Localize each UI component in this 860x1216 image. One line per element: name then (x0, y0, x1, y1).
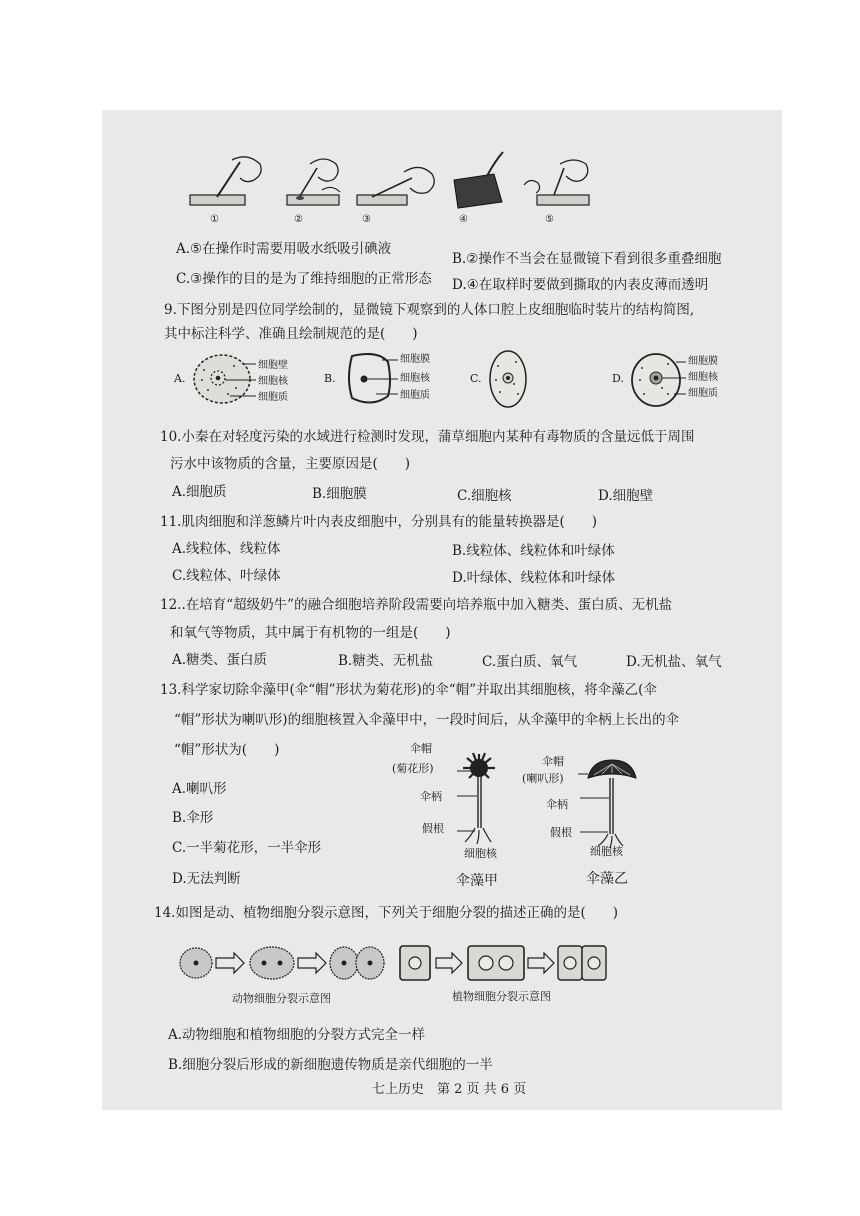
q9-diagram-d-letter: D. (612, 372, 624, 385)
step3-spread-icon (357, 167, 434, 205)
exam-page (102, 110, 782, 1110)
q11-option-a: A.线粒体、线粒体 (172, 541, 281, 557)
q11-option-c: C.线粒体、叶绿体 (172, 568, 281, 584)
q13-acetabularia-left (447, 746, 507, 846)
step-num-5: ⑤ (545, 214, 554, 225)
q13-right-stalk-label: 伞柄 (546, 798, 568, 811)
q13-left-cap-shape: (菊花形) (392, 762, 434, 775)
q13-right-nucleus-label: 细胞核 (590, 845, 623, 858)
step1-slide-drop-icon (190, 157, 261, 205)
page-footer: 七上历史 第 2 页 共 6 页 (372, 1082, 527, 1097)
q9-stem-line1: 9.下图分别是四位同学绘制的，显微镜下观察到的人体口腔上皮细胞临时装片的结构简图, (164, 302, 695, 318)
q12-option-a: A.糖类、蛋白质 (172, 652, 268, 668)
q13-left-stalk-label: 伞柄 (420, 790, 442, 803)
q9-a-label-2: 细胞核 (258, 376, 288, 387)
q13-stem-line1: 13.科学家切除伞藻甲(伞“帽”形状为菊花形)的伞“帽”并取出其细胞核，将伞藻乙(伞 (160, 682, 657, 698)
q9-diagram-a (190, 350, 260, 408)
q13-acetabularia-right (572, 750, 642, 850)
q13-left-rhizoid-label: 假根 (422, 822, 444, 835)
step5-stain-icon (524, 160, 589, 205)
q13-stem-line3: “帽”形状为( ) (174, 742, 280, 758)
q14-animal-caption: 动物细胞分裂示意图 (232, 992, 331, 1005)
q12-stem-line2: 和氧气等物质，其中属于有机物的一组是( ) (170, 625, 451, 641)
q9-diagram-b-letter: B. (324, 372, 336, 385)
q14-stem: 14.如图是动、植物细胞分裂示意图，下列关于细胞分裂的描述正确的是( ) (154, 905, 619, 921)
q9-d-label-3: 细胞质 (688, 388, 718, 399)
q13-option-a: A.喇叭形 (172, 781, 227, 797)
q14-option-b: B.细胞分裂后形成的新细胞遗传物质是亲代细胞的一半 (168, 1057, 493, 1073)
q13-right-rhizoid-label: 假根 (550, 826, 572, 839)
q9-d-label-2: 细胞核 (688, 372, 718, 383)
q9-a-label-1: 细胞壁 (258, 360, 288, 371)
q9-diagram-d (630, 350, 688, 410)
q14-option-a: A.动物细胞和植物细胞的分裂方式完全一样 (168, 1027, 426, 1043)
q11-stem: 11.肌肉细胞和洋葱鳞片叶内表皮细胞中，分别具有的能量转换器是( ) (160, 514, 598, 530)
q13-option-d: D.无法判断 (172, 871, 241, 887)
q10-stem-line2: 污水中该物质的含量，主要原因是( ) (170, 456, 411, 472)
q9-b-label-3: 细胞质 (400, 390, 430, 401)
q10-option-b: B.细胞膜 (312, 486, 367, 502)
q9-diagram-b (342, 350, 402, 408)
q8-option-d: D.④在取样时要做到撕取的内表皮薄而透明 (452, 277, 709, 293)
step-num-2: ② (294, 214, 303, 225)
q11-option-d: D.叶绿体、线粒体和叶绿体 (452, 570, 616, 586)
q9-diagram-c-letter: C. (470, 372, 482, 385)
q13-option-b: B.伞形 (172, 810, 214, 826)
q13-right-cap-label: 伞帽 (542, 755, 564, 768)
q10-option-a: A.细胞质 (172, 484, 227, 500)
q9-d-label-1: 细胞膜 (688, 356, 718, 367)
chrysanthemum-cap-icon (463, 753, 495, 778)
q13-right-cap-shape: (喇叭形) (522, 772, 564, 785)
q9-a-label-3: 细胞质 (258, 392, 288, 403)
step4-onion-peel-icon (454, 152, 503, 208)
q13-left-nucleus-label: 细胞核 (464, 847, 497, 860)
q12-option-c: C.蛋白质、氧气 (482, 654, 578, 670)
step2-tissue-place-icon (287, 159, 340, 205)
trumpet-cap-icon (588, 760, 636, 778)
q13-left-cap-label: 伞帽 (410, 742, 432, 755)
q13-stem-line2: “帽”形状为喇叭形)的细胞核置入伞藻甲中，一段时间后，从伞藻甲的伞柄上长出的伞 (174, 712, 680, 728)
q11-option-b: B.线粒体、线粒体和叶绿体 (452, 543, 615, 559)
q9-diagram-a-letter: A. (174, 372, 186, 385)
step-num-4: ④ (459, 214, 468, 225)
step-num-3: ③ (362, 214, 371, 225)
q9-stem-line2: 其中标注科学、准确且绘制规范的是( ) (164, 326, 418, 342)
q10-option-c: C.细胞核 (457, 488, 512, 504)
q12-stem-line1: 12..在培育“超级奶牛”的融合细胞培养阶段需要向培养瓶中加入糖类、蛋白质、无机盐 (160, 597, 673, 613)
q13-left-name: 伞藻甲 (456, 873, 498, 889)
q8-option-b: B.②操作不当会在显微镜下看到很多重叠细胞 (452, 251, 722, 267)
q13-right-name: 伞藻乙 (586, 871, 628, 887)
q10-option-d: D.细胞壁 (598, 488, 654, 504)
q8-option-c: C.③操作的目的是为了维持细胞的正常形态 (176, 271, 432, 287)
q10-stem-line1: 10.小秦在对轻度污染的水域进行检测时发现，蒲草细胞内某种有毒物质的含量远低于周围 (160, 429, 695, 445)
q12-option-d: D.无机盐、氧气 (626, 654, 722, 670)
q9-b-label-2: 细胞核 (400, 373, 430, 384)
q8-option-a: A.⑤在操作时需要用吸水纸吸引碘液 (176, 241, 392, 257)
q9-b-label-1: 细胞膜 (400, 354, 430, 365)
step-num-1: ① (210, 214, 219, 225)
q14-plant-caption: 植物细胞分裂示意图 (452, 990, 551, 1003)
q14-animal-division-diagram (178, 942, 388, 984)
q13-option-c: C.一半菊花形，一半伞形 (172, 840, 322, 856)
q14-plant-division-diagram (398, 940, 608, 986)
q9-diagram-c (486, 348, 534, 410)
q12-option-b: B.糖类、无机盐 (338, 653, 434, 669)
